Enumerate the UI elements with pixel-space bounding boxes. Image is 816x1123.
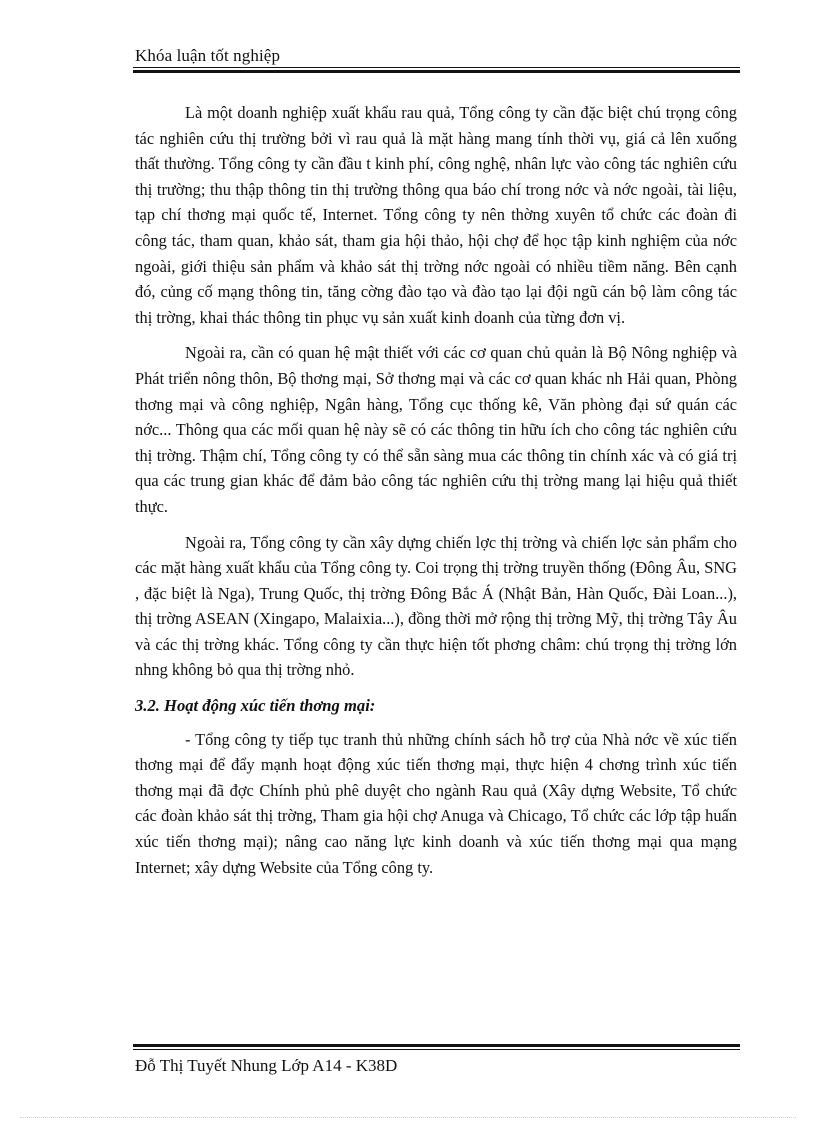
- footer-rule-thin: [133, 1049, 740, 1050]
- running-header: Khóa luận tốt nghiệp: [135, 46, 281, 65]
- body-content: [135, 100, 737, 890]
- section-heading: 3.2. Hoạt động xúc tiến thơng mại:: [135, 696, 376, 716]
- paragraph-agency-relations: Ngoài ra, cần có quan hệ mật thiết với các cơ quan chủ quản là Bộ Nông nghiệp và Phát triển nông thôn, Bộ thơng mại, Sở thơng mại và các cơ quan khác nh Hải quan, Phòng thơng mại và công nghiệp, Ngân hàng, Tổng cục thống kê, Văn phòng đại sứ quán các nớc... Thông qua các mối quan hệ này sẽ có các thông tin hữu ích cho công tác nghiên cứu thị trờng. Thậm chí, Tổng công ty có thể sẵn sàng mua các thông tin chính xác và có giá trị qua các trung gian khác để đảm bảo công tác nghiên cứu thị trờng mang lại hiệu quả thiết thực.: [135, 343, 737, 516]
- paragraph-trade-promotion: - Tổng công ty tiếp tục tranh thủ những chính sách hỗ trợ của Nhà nớc về xúc tiến thơng mại để đẩy mạnh hoạt động xúc tiến thơng mại, thực hiện 4 chơng trình xúc tiến thơng mại đã đợc Chính phủ phê duyệt cho ngành Rau quả (Xây dựng Website, Tổ chức các đoàn khảo sát thị trờng, Tham gia hội chợ Anuga và Chicago, Tổ chức các lớp tập huấn xúc tiến thơng mại); nâng cao năng lực kinh doanh và xúc tiến thơng mại qua mạng Internet; xây dựng Website của Tổng công ty.: [135, 729, 737, 877]
- header-rule-thick: [133, 70, 740, 73]
- running-footer: Đỗ Thị Tuyết Nhung Lớp A14 - K38D: [135, 1056, 398, 1075]
- paragraph-market-strategy: Ngoài ra, Tổng công ty cần xây dựng chiến lợc thị trờng và chiến lợc sản phẩm cho các mặt hàng xuất khẩu của Tổng công ty. Coi trọng thị trờng truyền thống (Đông Âu, SNG , đặc biệt là Nga), Trung Quốc, thị trờng Đông Bắc Á (Nhật Bản, Hàn Quốc, Đài Loan...), thị trờng ASEAN (Xingapo, Malaixia...), đồng thời mở rộng thị trờng Mỹ, thị trờng Tây Âu và các thị trờng khác. Tổng công ty cần thực hiện tốt phơng châm: chú trọng thị trờng lớn nhng không bỏ qua thị trờng nhỏ.: [135, 532, 737, 680]
- header-rule-thin: [133, 67, 740, 68]
- page-edge-divider: [20, 1117, 796, 1118]
- paragraph-market-research: Là một doanh nghiệp xuất khẩu rau quả, Tổng công ty cần đặc biệt chú trọng công tác nghiên cứu thị trường bởi vì rau quả là mặt hàng mang tính thời vụ, giá cả lên xuống thất thường. Tổng công ty cần đầu t kinh phí, công nghệ, nhân lực vào công tác nghiên cứu thị trường; thu thập thông tin thị trường thông qua báo chí trong nớc và nớc ngoài, tài liệu, tạp chí thơng mại quốc tế, Internet. Tổng công ty nên thờng xuyên tổ chức các đoàn đi công tác, tham quan, khảo sát, tham gia hội thảo, hội chợ để học tập kinh nghiệm của nớc ngoài, giới thiệu sản phẩm và khảo sát thị trờng nớc ngoài có nhiều tiềm năng. Bên cạnh đó, củng cố mạng thông tin, tăng cờng đào tạo và đào tạo lại đội ngũ cán bộ làm công tác thị trờng, khai thác thông tin phục vụ sản xuất kinh doanh của từng đơn vị.: [135, 103, 737, 327]
- footer-rule-thick: [133, 1044, 740, 1047]
